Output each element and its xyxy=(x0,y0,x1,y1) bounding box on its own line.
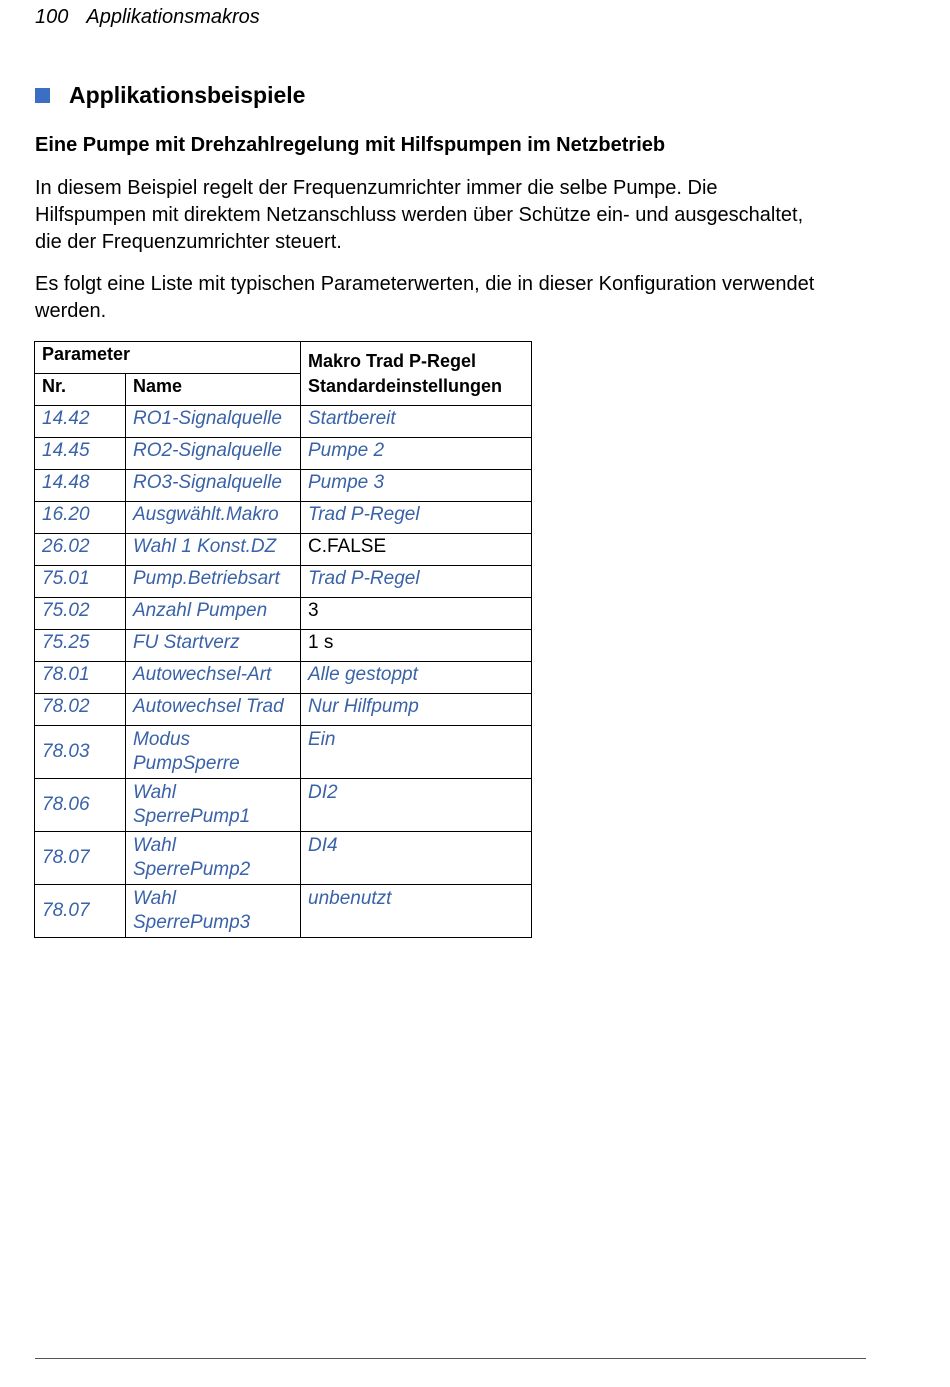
footer-divider xyxy=(35,1358,866,1359)
paragraph-intro: In diesem Beispiel regelt der Frequenzumrichter immer die selbe Pumpe. Die Hilfspumpen mit direktem Netzanschluss werden über Schütze ein- und ausgeschaltet, die der Frequenzumrichter steuert. xyxy=(35,177,804,253)
cell-name: Ausgwählt.Makro xyxy=(126,502,301,534)
page-header xyxy=(35,6,260,29)
header-name: Name xyxy=(126,374,301,406)
table-row xyxy=(35,779,532,832)
cell-name-line2: SperrePump2 xyxy=(133,859,251,880)
table-row xyxy=(35,630,532,662)
cell-nr: 78.01 xyxy=(35,662,126,694)
table-row xyxy=(35,470,532,502)
cell-name-line1: Wahl xyxy=(133,835,176,856)
cell-name: Pump.Betriebsart xyxy=(126,566,301,598)
cell-name: RO3-Signalquelle xyxy=(126,470,301,502)
cell-name: Anzahl Pumpen xyxy=(126,598,301,630)
section-title xyxy=(35,82,305,109)
cell-nr: 14.42 xyxy=(35,406,126,438)
cell-value: unbenutzt xyxy=(301,885,532,938)
cell-name-line2: SperrePump3 xyxy=(133,912,251,933)
cell-nr: 78.07 xyxy=(35,885,126,938)
cell-name xyxy=(126,885,301,938)
table-row xyxy=(35,662,532,694)
section-title-text: Applikationsbeispiele xyxy=(69,82,306,108)
cell-name: RO1-Signalquelle xyxy=(126,406,301,438)
cell-nr: 75.25 xyxy=(35,630,126,662)
table-row xyxy=(35,502,532,534)
table-header-row xyxy=(35,342,532,374)
cell-value: DI2 xyxy=(301,779,532,832)
cell-name: RO2-Signalquelle xyxy=(126,438,301,470)
cell-name-line1: Modus xyxy=(133,729,191,750)
cell-nr: 26.02 xyxy=(35,534,126,566)
cell-nr: 14.45 xyxy=(35,438,126,470)
header-nr: Nr. xyxy=(35,374,126,406)
cell-nr: 75.01 xyxy=(35,566,126,598)
parameter-table xyxy=(34,341,532,938)
table-row xyxy=(35,832,532,885)
cell-name: Autowechsel-Art xyxy=(126,662,301,694)
cell-value: Nur Hilfpump xyxy=(301,694,532,726)
cell-value: Alle gestoppt xyxy=(301,662,532,694)
cell-value: Trad P-Regel xyxy=(301,566,532,598)
subheading: Eine Pumpe mit Drehzahlregelung mit Hilfspumpen im Netzbetrieb xyxy=(35,134,666,156)
cell-name-line2: SperrePump1 xyxy=(133,806,251,827)
cell-value: Pumpe 2 xyxy=(301,438,532,470)
cell-value: C.FALSE xyxy=(301,534,532,566)
table-row xyxy=(35,726,532,779)
cell-nr: 78.06 xyxy=(35,779,126,832)
header-value xyxy=(301,342,532,406)
cell-value: Ein xyxy=(301,726,532,779)
cell-nr: 14.48 xyxy=(35,470,126,502)
table-row xyxy=(35,566,532,598)
table-row xyxy=(35,406,532,438)
cell-name xyxy=(126,832,301,885)
header-value-line2: Standardeinstellungen xyxy=(308,375,503,396)
cell-value: Pumpe 3 xyxy=(301,470,532,502)
cell-value: 3 xyxy=(301,598,532,630)
cell-value: 1 s xyxy=(301,630,532,662)
cell-name: Wahl 1 Konst.DZ xyxy=(126,534,301,566)
cell-name-line2: PumpSperre xyxy=(133,753,240,774)
cell-value: DI4 xyxy=(301,832,532,885)
cell-name: FU Startverz xyxy=(126,630,301,662)
header-value-line1: Makro Trad P-Regel xyxy=(308,350,477,371)
cell-name-line1: Wahl xyxy=(133,888,176,909)
table-row xyxy=(35,438,532,470)
cell-nr: 16.20 xyxy=(35,502,126,534)
cell-nr: 78.03 xyxy=(35,726,126,779)
cell-nr: 78.02 xyxy=(35,694,126,726)
cell-value: Startbereit xyxy=(301,406,532,438)
cell-name xyxy=(126,779,301,832)
header-parameter: Parameter xyxy=(35,342,301,374)
table-row xyxy=(35,534,532,566)
cell-name xyxy=(126,726,301,779)
cell-value: Trad P-Regel xyxy=(301,502,532,534)
cell-nr: 75.02 xyxy=(35,598,126,630)
cell-name-line1: Wahl xyxy=(133,782,176,803)
cell-name: Autowechsel Trad xyxy=(126,694,301,726)
table-row xyxy=(35,694,532,726)
page-number: 100 xyxy=(35,6,69,28)
cell-nr: 78.07 xyxy=(35,832,126,885)
chapter-title: Applikationsmakros xyxy=(86,6,260,28)
square-bullet-icon xyxy=(35,88,50,103)
table-row xyxy=(35,598,532,630)
table-row xyxy=(35,885,532,938)
paragraph-list-intro: Es folgt eine Liste mit typischen Parameterwerten, die in dieser Konfiguration verwendet werden. xyxy=(35,273,815,322)
